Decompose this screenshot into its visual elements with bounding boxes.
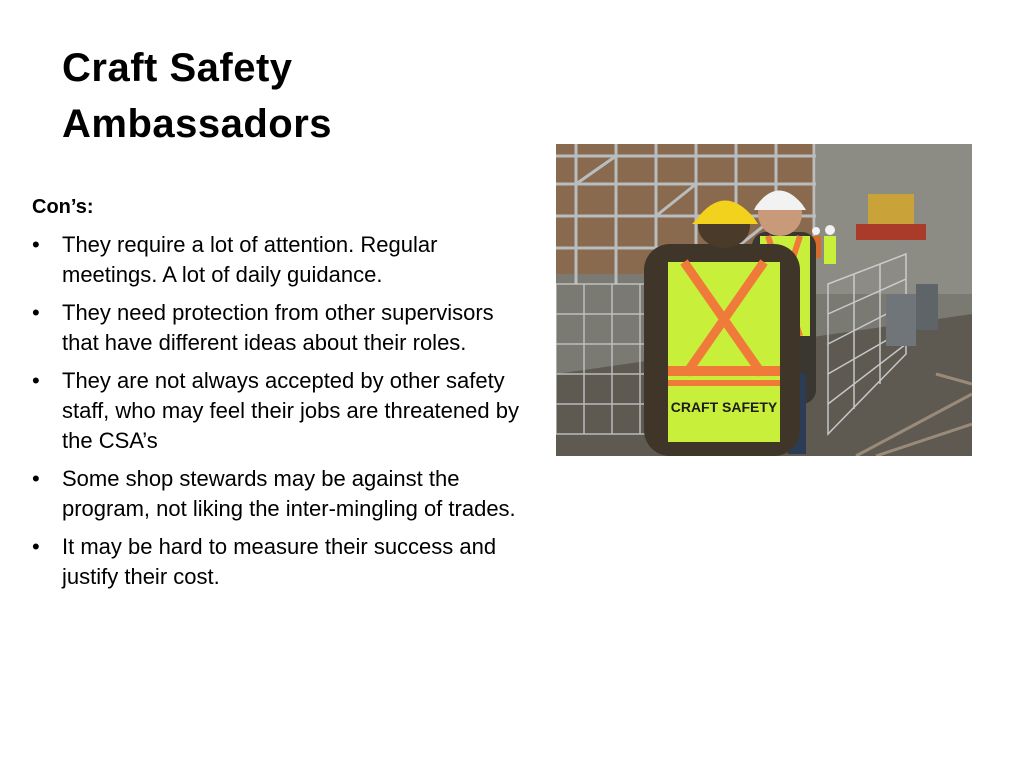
cons-heading: Con’s: — [32, 196, 94, 218]
bullet-marker: • — [32, 232, 40, 257]
slide-title — [62, 40, 502, 152]
bullet-marker: • — [32, 300, 40, 325]
bullet-marker: • — [32, 534, 40, 559]
cons-list — [32, 230, 532, 592]
bullet-text: Some shop stewards may be against the program, not liking the inter-mingling of trades. — [62, 466, 516, 521]
bullet-text: It may be hard to measure their success and justify their cost. — [62, 534, 497, 589]
bullet-text: They are not always accepted by other safety staff, who may feel their jobs are threatened by the CSA’s — [62, 368, 519, 453]
bullet-text: They require a lot of attention. Regular meetings. A lot of daily guidance. — [62, 232, 438, 287]
list-item — [32, 366, 532, 456]
title-line-1: Craft Safety — [62, 46, 293, 90]
list-item — [32, 230, 532, 290]
list-item — [32, 464, 532, 524]
bullet-text: They need protection from other supervisors that have different ideas about their roles. — [62, 300, 494, 355]
bullet-marker: • — [32, 368, 40, 393]
slide-body — [32, 192, 532, 600]
list-item — [32, 532, 532, 592]
bullet-marker: • — [32, 466, 40, 491]
list-item — [32, 298, 532, 358]
construction-site-photo — [556, 144, 972, 456]
title-line-2: Ambassadors — [62, 102, 333, 146]
vest-text: CRAFT SAFETY — [670, 399, 778, 415]
